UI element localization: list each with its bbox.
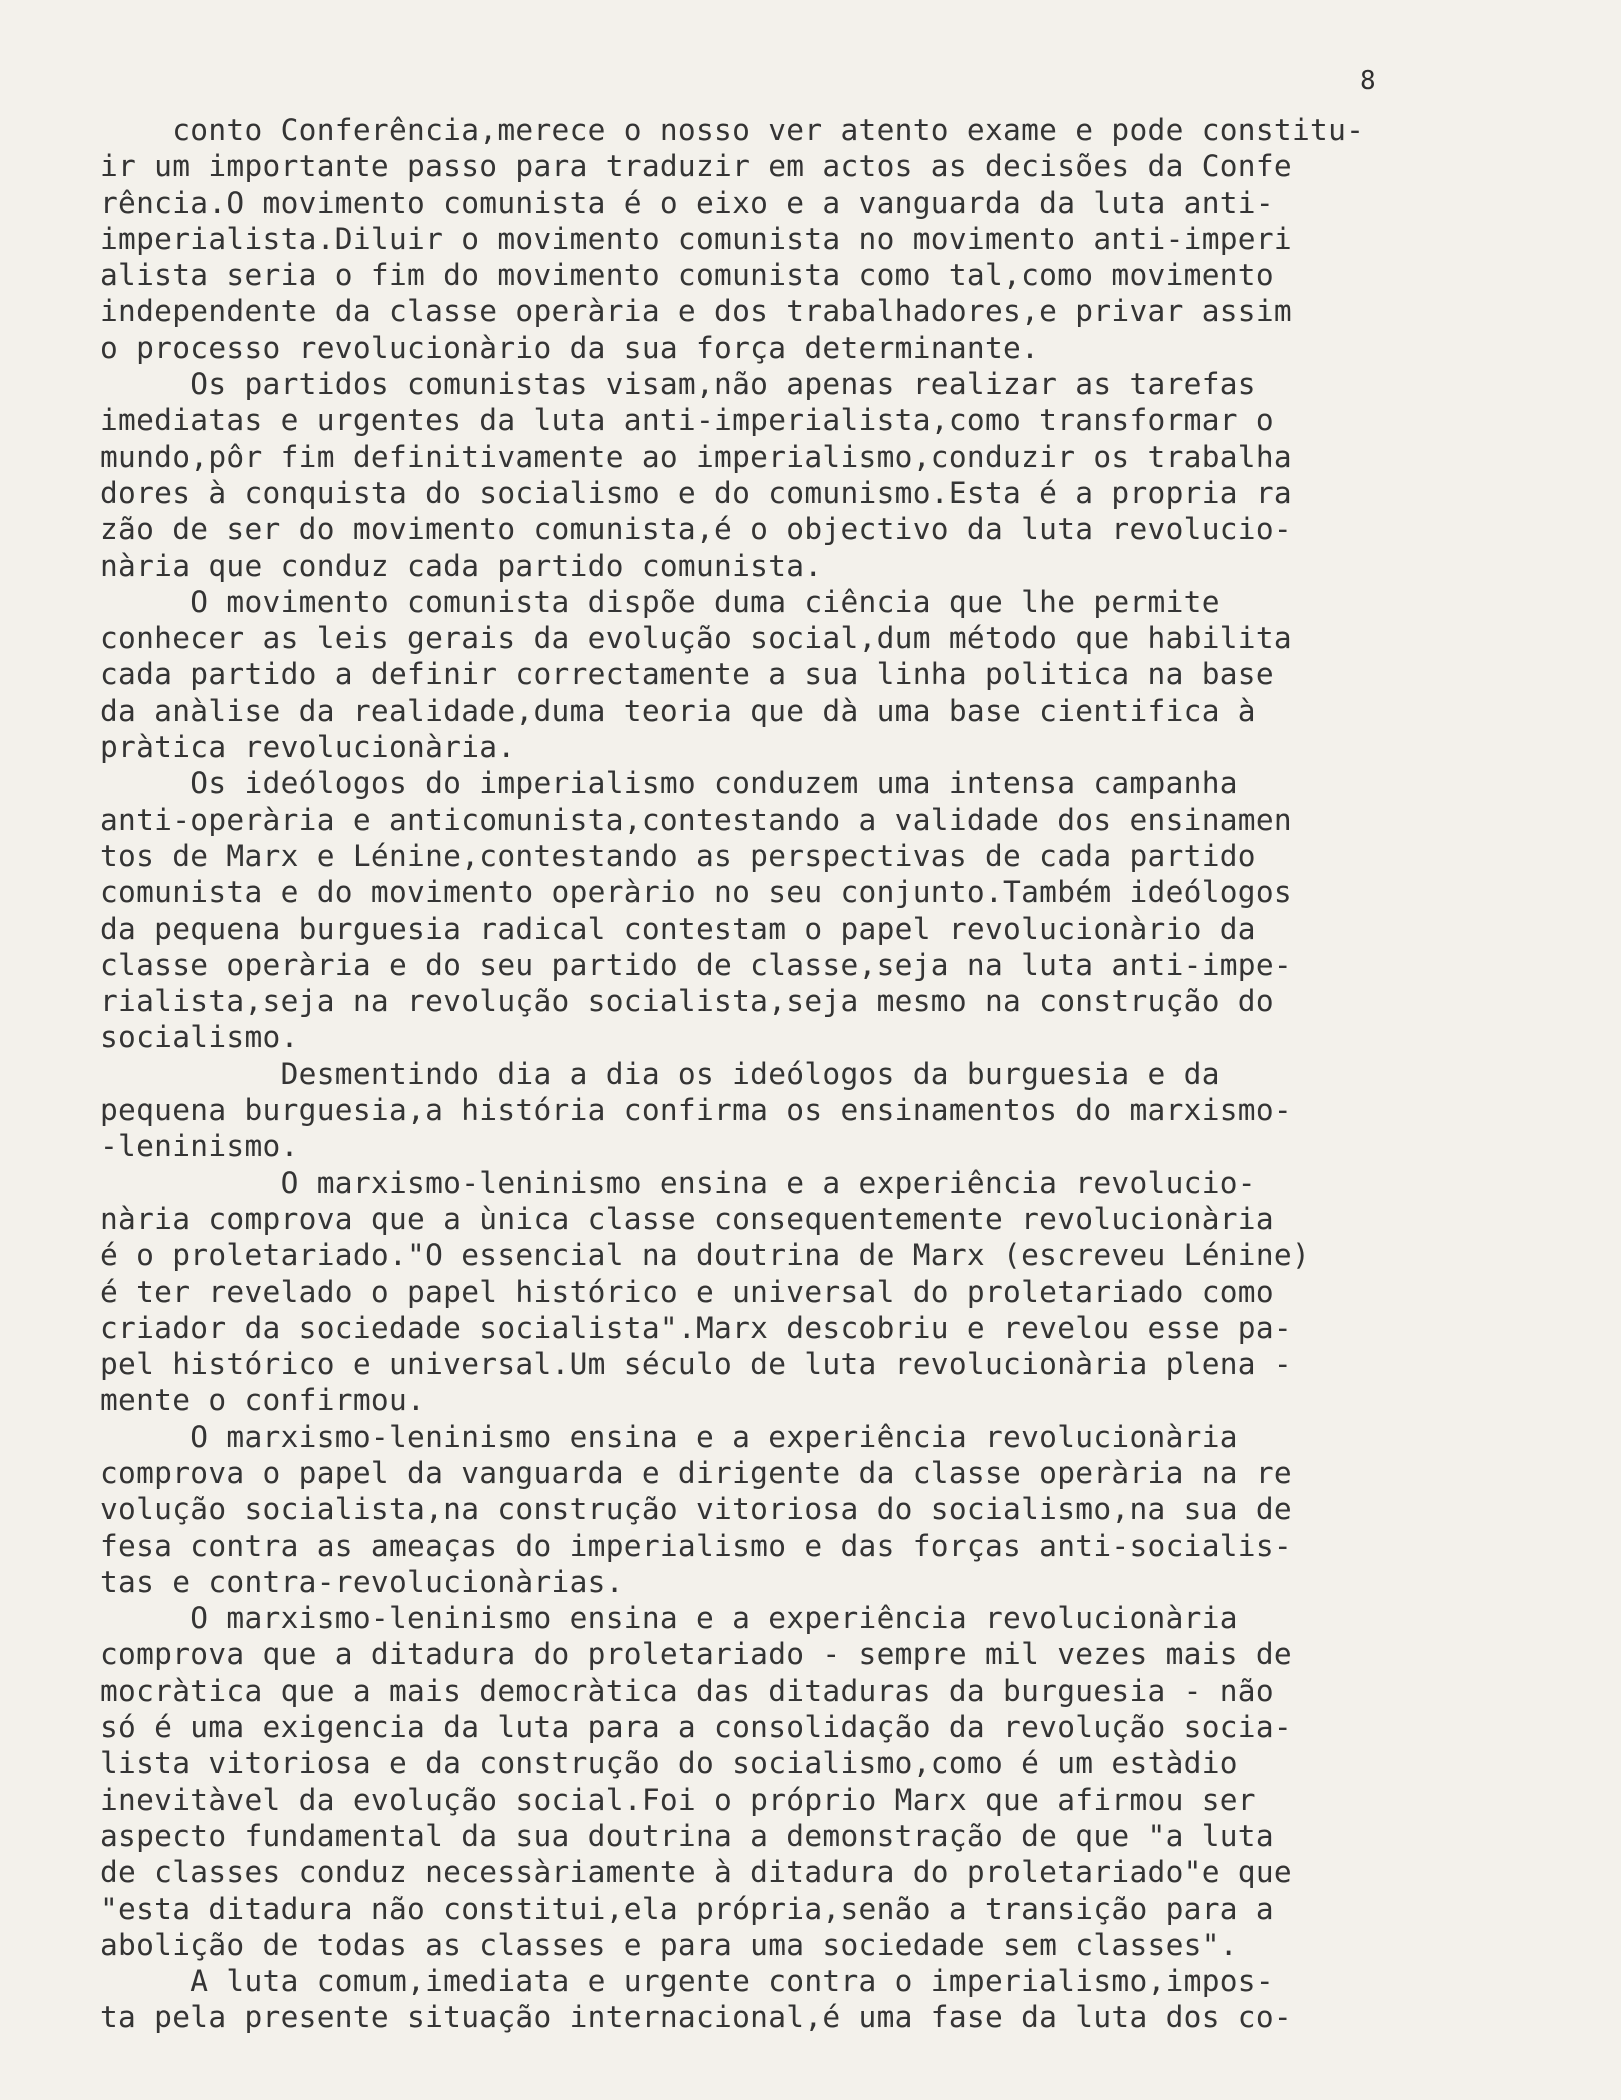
- body-text: [100, 112, 1500, 2036]
- text-line: mundo,pôr fim definitivamente ao imperialismo,conduzir os trabalha: [100, 439, 1292, 474]
- text-line: mente o confirmou.: [100, 1383, 426, 1418]
- text-line: anti-operària e anticomunista,contestando a validade dos ensinamen: [100, 802, 1292, 837]
- text-line: O marxismo-leninismo ensina e a experiência revolucionària: [100, 1419, 1238, 1454]
- text-line: zão de ser do movimento comunista,é o objectivo da luta revolucio-: [100, 512, 1292, 547]
- text-line: imperialista.Diluir o movimento comunista no movimento anti-imperi: [100, 221, 1292, 256]
- text-line: "esta ditadura não constitui,ela própria,senão a transição para a: [100, 1891, 1274, 1926]
- text-line: -leninismo.: [100, 1129, 299, 1164]
- text-line: O marxismo-leninismo ensina e a experiência revolucionària: [100, 1601, 1238, 1636]
- text-line: O marxismo-leninismo ensina e a experiência revolucio-: [100, 1165, 1256, 1200]
- text-line: lista vitoriosa e da construção do socialismo,como é um estàdio: [100, 1746, 1238, 1781]
- text-line: O movimento comunista dispõe duma ciência que lhe permite: [100, 584, 1220, 619]
- text-line: A luta comum,imediata e urgente contra o imperialismo,impos-: [100, 1964, 1274, 1999]
- text-line: comprova o papel da vanguarda e dirigente da classe operària na re: [100, 1455, 1292, 1490]
- text-line: conhecer as leis gerais da evolução social,dum método que habilita: [100, 621, 1292, 656]
- text-line: cada partido a definir correctamente a sua linha politica na base: [100, 657, 1274, 692]
- text-line: inevitàvel da evolução social.Foi o próprio Marx que afirmou ser: [100, 1782, 1256, 1817]
- text-line: o processo revolucionàrio da sua força determinante.: [100, 330, 1040, 365]
- text-line: classe operària e do seu partido de classe,seja na luta anti-impe-: [100, 947, 1292, 982]
- text-line: dores à conquista do socialismo e do comunismo.Esta é a propria ra: [100, 475, 1292, 510]
- text-line: imediatas e urgentes da luta anti-imperialista,como transformar o: [100, 403, 1274, 438]
- text-line: conto Conferência,merece o nosso ver atento exame e pode constitu-: [100, 113, 1365, 147]
- text-line: comunista e do movimento operàrio no seu conjunto.Também ideólogos: [100, 875, 1292, 910]
- text-line: independente da classe operària e dos trabalhadores,e privar assim: [100, 294, 1292, 329]
- text-line: mocràtica que a mais democràtica das ditaduras da burguesia - não: [100, 1673, 1274, 1708]
- text-line: fesa contra as ameaças do imperialismo e das forças anti-socialis-: [100, 1528, 1292, 1563]
- text-line: socialismo.: [100, 1020, 299, 1055]
- text-line: aspecto fundamental da sua doutrina a demonstração de que "a luta: [100, 1818, 1274, 1853]
- text-line: volução socialista,na construção vitoriosa do socialismo,na sua de: [100, 1492, 1292, 1527]
- text-line: pel histórico e universal.Um século de luta revolucionària plena -: [100, 1347, 1292, 1382]
- text-line: ta pela presente situação internacional,é uma fase da luta dos co-: [100, 2000, 1292, 2035]
- text-line: pequena burguesia,a história confirma os ensinamentos do marxismo-: [100, 1093, 1292, 1128]
- page-number: 8: [1360, 66, 1376, 96]
- text-line: comprova que a ditadura do proletariado - sempre mil vezes mais de: [100, 1637, 1292, 1672]
- text-line: rência.O movimento comunista é o eixo e a vanguarda da luta anti-: [100, 185, 1274, 220]
- text-line: da anàlise da realidade,duma teoria que dà uma base cientifica à: [100, 693, 1256, 728]
- text-line: pràtica revolucionària.: [100, 730, 516, 765]
- text-line: é ter revelado o papel histórico e universal do proletariado como: [100, 1274, 1274, 1309]
- text-line: só é uma exigencia da luta para a consolidação da revolução socia-: [100, 1710, 1292, 1745]
- text-line: nària que conduz cada partido comunista.: [100, 548, 823, 583]
- text-line: tos de Marx e Lénine,contestando as perspectivas de cada partido: [100, 838, 1256, 873]
- text-line: rialista,seja na revolução socialista,seja mesmo na construção do: [100, 984, 1274, 1019]
- text-line: alista seria o fim do movimento comunista como tal,como movimento: [100, 258, 1274, 293]
- text-line: Os partidos comunistas visam,não apenas realizar as tarefas: [100, 367, 1256, 402]
- text-line: criador da sociedade socialista".Marx descobriu e revelou esse pa-: [100, 1310, 1292, 1345]
- text-line: ir um importante passo para traduzir em actos as decisões da Confe: [100, 149, 1292, 184]
- text-line: Desmentindo dia a dia os ideólogos da burguesia e da: [100, 1056, 1220, 1091]
- text-line: Os ideólogos do imperialismo conduzem uma intensa campanha: [100, 766, 1238, 801]
- text-line: abolição de todas as classes e para uma sociedade sem classes".: [100, 1927, 1238, 1962]
- text-line: tas e contra-revolucionàrias.: [100, 1564, 624, 1599]
- text-line: da pequena burguesia radical contestam o papel revolucionàrio da: [100, 911, 1256, 946]
- text-line: nària comprova que a ùnica classe consequentemente revolucionària: [100, 1201, 1274, 1236]
- text-line: é o proletariado."O essencial na doutrina de Marx (escreveu Lénine): [100, 1238, 1311, 1273]
- text-line: de classes conduz necessàriamente à ditadura do proletariado"e que: [100, 1855, 1292, 1890]
